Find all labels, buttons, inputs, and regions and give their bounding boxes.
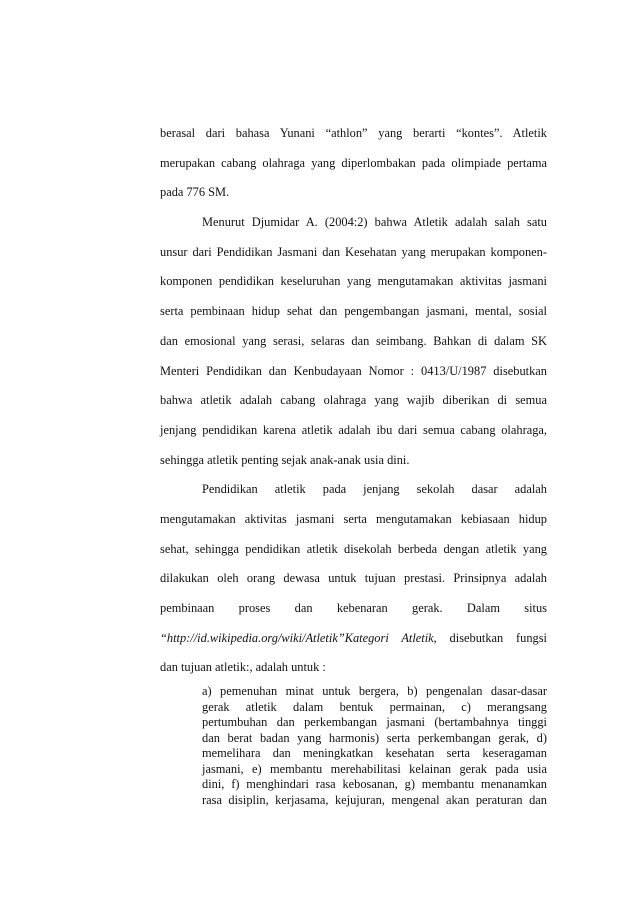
text-line-source	[160, 624, 547, 654]
text-line: unsur dari Pendidikan Jasmani dan Kesehatan yang merupakan komponen-	[160, 244, 547, 259]
text-line: dan emosional yang serasi, selaras dan seimbang. Bahkan di dalam SK	[160, 333, 547, 348]
text-line: komponen pendidikan keseluruhan yang mengutamakan aktivitas jasmani	[160, 274, 547, 289]
body-text	[160, 119, 547, 683]
quote-line: a) pemenuhan minat untuk bergera, b) pengenalan dasar-dasar	[202, 684, 547, 698]
text-line: merupakan cabang olahraga yang diperlombakan pada olimpiade pertama	[160, 155, 547, 170]
text-line: jenjang pendidikan karena atletik adalah ibu dari semua cabang olahraga,	[160, 422, 547, 437]
quote-line: dan berat badan yang harmonis) serta perkembangan gerak, d)	[202, 730, 547, 745]
text-line: mengutamakan aktivitas jasmani serta mengutamakan kebiasaan hidup	[160, 511, 547, 526]
text-line: Pendidikan atletik pada jenjang sekolah dasar adalah	[202, 482, 547, 497]
text-line: bahwa atletik adalah cabang olahraga yang wajib diberikan di semua	[160, 393, 547, 408]
quote-line: gerak atletik dalam bentuk permainan, c) merangsang	[202, 699, 547, 714]
text-line: sehingga atletik penting sejak anak-anak usia dini.	[160, 452, 410, 467]
quote-line: rasa disiplin, kerjasama, kejujuran, mengenal akan peraturan dan	[202, 792, 547, 807]
text-line: sehat, sehingga pendidikan atletik disekolah berbeda dengan atletik yang	[160, 541, 547, 556]
block-quote	[202, 684, 547, 808]
text-line: dan tujuan atletik:, adalah untuk :	[160, 660, 326, 675]
text-line: serta pembinaan hidup sehat dan pengembangan jasmani, mental, sosial	[160, 304, 547, 319]
quote-line: memelihara dan meningkatkan kesehatan serta keseragaman	[202, 746, 547, 760]
text-line: pembinaan proses dan kebenaran gerak. Dalam situs	[160, 601, 547, 615]
text-line: Menteri Pendidikan dan Kenbudayaan Nomor : 0413/U/1987 disebutkan	[160, 363, 547, 378]
source-rest: disebutkan fungsi	[436, 630, 547, 645]
quote-line: dini, f) menghindari rasa kebosanan, g) membantu menanamkan	[202, 777, 547, 791]
text-line: Menurut Djumidar A. (2004:2) bahwa Atletik adalah salah satu	[202, 215, 547, 230]
text-line: berasal dari bahasa Yunani “athlon” yang berarti “kontes”. Atletik	[160, 126, 547, 140]
source-citation: “http://id.wikipedia.org/wiki/Atletik”Kategori Atletik,	[160, 630, 437, 645]
quote-line: pertumbuhan dan perkembangan jasmani (bertambahnya tinggi	[202, 715, 547, 729]
quote-line: jasmani, e) membantu merehabilitasi kelainan gerak pada usia	[202, 761, 547, 776]
text-line: dilakukan oleh orang dewasa untuk tujuan prestasi. Prinsipnya adalah	[160, 571, 547, 586]
text-line: pada 776 SM.	[160, 185, 230, 200]
